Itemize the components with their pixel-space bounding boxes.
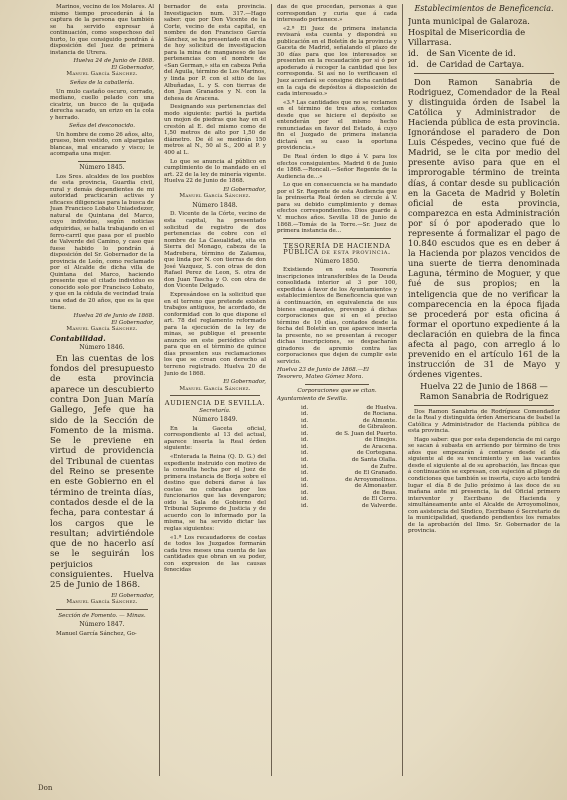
list-item: [408, 59, 560, 69]
town-name: de El Cerro.: [362, 496, 397, 503]
paragraph: Existiendo en esta Tesorería inscripciones intransferibles de la Deuda consolidada interior al 3 por 100, expedidas á favor de los Ayuntamientos y establecimientos de Beneficencia que van á continuación, en equivalencia de sus bienes enagenados, prevengo á dichas corporaciones que si en el preciso término de 10 días, contados desde la fecha del Boletín en que aparece inserta la presente, no se presentan á recoger dichas inscripciones, se despacharán giradores de apremio contra las corporaciones que dejen de cumplir este servicio.: [277, 267, 397, 365]
corporations-list: [277, 405, 397, 510]
notice-number: Número 1848.: [192, 201, 238, 209]
notice-number: Número 1846.: [79, 344, 125, 352]
id-label: id.: [301, 476, 309, 483]
paragraph: D. Vicente de la Córte, vecino de esta capital, ha presentado solicitud de registro de dos pertenencias de cobre con el nombre de La Casualidad, sita en Sierra del Monago, cabeza de la Madrebera, término de Zalamea, que linda por N. con tierras de don José Vazquez, S. con otras de don Rafael Perez de Leon, S. otra de don Juan Tascha y O. con otra de don Vicente Delgado.: [164, 211, 266, 290]
town-name: de Arroyomolinos.: [345, 476, 397, 483]
section-heading: Corporaciones que se citan.: [297, 387, 377, 394]
paragraph: Dos Ramon Sanabria de Rodríguez Comendador de la Real y distinguida órden Americana de Isabel la Católica y Administrador de Hacienda pública de esta provincia.: [408, 408, 560, 435]
governor-title: El Gobernador,: [111, 319, 154, 326]
divider: [414, 405, 554, 406]
paragraph: «Enterada la Reina (Q. D. G.) del expediente instruido con motivo de la consulta hecha por el Juez de primera instancia de Borja sobre el destino que deberá darse á las costas no cobradas por los funcionarios que las devengaron; oido la Sala de Gobierno del Tribunal Supremo de Justicia y de acuerdo con lo informado por la misma, se ha servido dictar las reglas siguientes:: [164, 454, 266, 533]
column-rule: [271, 4, 272, 776]
notice-number: Número 1850.: [314, 257, 360, 265]
paragraph: bernador de esta provincia. Investigacion num. 317.—Hago saber: que por Don Vicente de la Corte, vecino de esta capital, en nombre de don Francisco García Sánchez, se ha presentado en el dia de hoy solicitud de investigacion para la mina de manganeso de las pertenencias con el nombre de «San German,» sita en cabeza Peña del Aguila, término de Los Marinos, y linda por P. con el sitio de las Albuñadas, L. y S. con tierras de don Juan Granados y N. con la dehesa de Aracena.: [164, 4, 266, 102]
section-heading: AUDIENCIA DE SEVILLA.: [164, 399, 266, 408]
divider: [170, 395, 260, 396]
paragraph: Manuel García Sánchez, Go-: [56, 630, 137, 637]
id-label: id.: [301, 443, 309, 450]
section-heading: Señas del desconocido.: [69, 123, 135, 130]
governor-title: El Gobernador,: [111, 592, 154, 599]
town-name: de Aracena.: [363, 443, 397, 450]
governor-title: El Gobernador,: [111, 64, 154, 71]
section-heading: Establecimientos de Beneficencia.: [414, 4, 554, 13]
section-heading: Señas de la caballería.: [69, 80, 135, 87]
town-name: de Gibraleon.: [358, 424, 397, 431]
divider: [56, 609, 148, 610]
dateline: Huelva 23 de Junio de 1868.—El Tesorero, Mateo Gómez Mora.: [277, 367, 369, 380]
list-item-label: de San Vicente de id.: [426, 48, 516, 59]
dateline: Huelva 24 de Junio de 1868.: [73, 58, 154, 65]
id-label: id.: [301, 489, 309, 496]
column-rule: [159, 4, 160, 776]
divider: [305, 384, 369, 385]
section-subheading: Secretaría.: [199, 407, 231, 414]
paragraph: Un mulo castaño oscuro, cerrado, mediano, cuello pelado con una cicatriz, un bucco de la quijada derecha sacado, un erizo en la cola y herrado.: [50, 88, 154, 121]
id-label: id.: [301, 411, 309, 418]
list-item: [408, 48, 560, 58]
column-4: [408, 4, 560, 778]
corporation-row: [277, 503, 397, 510]
section-heading: Contabilidad.: [50, 333, 106, 343]
id-label: id.: [301, 430, 309, 437]
id-label: id.: [301, 404, 309, 411]
list-item: Hospital de Misericordia de Villarrasa.: [408, 27, 526, 48]
paragraph: Hago saber: que por esta dependencia de mi cargo se sacan á subasta en arriendo por término de tres años que empezarán á contarse desde el día siguiente al de su vencimiento y en las vacantes desde el siguiente al de su aprobación, las fincas que á continuación se expresan, con sujeción al pliego de condiciones que también se inserta, cuyo acto tendrá lugar el día 8 de Julio próximo á las doce de su mañana ante mi presencia, la del Oficial primero interventor y Escribano de Hacienda y simultáneamente ante el Alcalde de Arroyomolinos, con asistencia del Sindico, Escribano ó Secretario de la municipalidad, quedando pendientes los remates de la aprobación del Ilmo. Sr. Gobernador de la provincia.: [408, 436, 560, 535]
paragraph: Lo que se anuncia al público en cumplimiento de lo mandado en el art. 22 de la ley de minería vigente. Huelva 22 de Junio de 1868.: [164, 158, 266, 185]
list-title: Ayuntamiento de Sevilla.: [277, 396, 348, 403]
paragraph: Un hombre de como 26 años, alto, grueso, bien vestido, con alpargatas blancas, mal encarado y visco; le acompaña una mujer.: [50, 131, 154, 158]
id-label: id.: [301, 424, 309, 431]
section-heading: TESORERÍA DE HACIENDA PÚBLICA de esta provincia.: [283, 241, 391, 257]
governor-signature: Manuel García Sánchez.: [66, 599, 138, 606]
paragraph: Designando sus pertenencias del modo siguiente: partió la partida un mojon de piedras que hay en el crestón al E. del mismo como de 1,50 metros de alto por 1,50 de diámetro. De él se medirán 150 metros al N., 50 al S., 200 al P. y 400 al L.: [164, 104, 266, 157]
id-label: id.: [301, 470, 309, 477]
id-label: id.: [301, 463, 309, 470]
column-1: [50, 4, 154, 778]
governor-title: El Gobernador,: [223, 379, 266, 386]
column-rule: [402, 4, 403, 776]
governor-signature: Manuel García Sánchez.: [179, 193, 251, 200]
column-2: [164, 4, 266, 778]
town-name: de Almonaster.: [354, 483, 397, 490]
id-label: id.: [301, 450, 309, 457]
governor-title: El Gobernador,: [223, 186, 266, 193]
town-name: de S. Juan del Puerto.: [335, 430, 397, 437]
id-label: id.: [301, 502, 309, 509]
id-label: id.: [301, 437, 309, 444]
column-3: [277, 4, 397, 778]
town-name: de El Granado.: [354, 470, 397, 477]
divider: [414, 73, 554, 74]
paragraph-intro: Marinos, vecino de los Molares. Al mismo tiempo procederán á la captura de la persona que también se ha servido expresar á continuación, como sospechoso del hurto, lo que consiguido pondrán á disposición del Juez de primera instancia de Utrera.: [50, 4, 154, 56]
notice-number: Número 1849.: [192, 416, 238, 424]
divider: [78, 161, 126, 162]
town-name: de Cortegana.: [356, 450, 397, 457]
paragraph: De Real órden lo digo á V. para los efectos consiguientes. Madrid 6 de Junio de 1868.—Roncali.—Señor Regente de la Audiencia de...»: [277, 154, 397, 180]
notice-number: Número 1845.: [79, 164, 125, 172]
paragraph: «2.ª El Juez de primera instancia revisará esta cuenta y dispondrá su publicación en el Boletín de la provincia y Gaceta de Madrid, señalando el plazo de 30 días para que los interesados se presenten en la recaudación por sí ó por apoderado á recoger la cantidad que les corresponda. Si así no lo verificasen el Juez acordará se consigne dicha cantidad en la caja de depósitos á disposición de cada interesado.»: [277, 25, 397, 98]
town-name: de Beas.: [372, 489, 397, 496]
paragraph-large: En las cuentas de los fondos del presupuesto de esta provincia aparece un descubierto contra Don Juan María Gallego, Jefe que ha sido de la Sección de Fomento de la misma. Se le previene en virtud de providencia del Tribunal de cuentas del Reino se presente en este Gobierno en el término de treinta días, contados desde el de la fecha, para contestar á los cargos que le resultan; advirtiéndole que de no hacerlo así se le seguirán los perjuicios consiguientes. Huelva 25 de Junio de 1868.: [50, 353, 154, 591]
id-label: id.: [301, 483, 309, 490]
paragraph: Expresándose en la solicitud que en el terreno que pretende existen trabajos antiguos, he acordado, de conformidad con lo que dispone el art. 78 del reglamento reformado para la ejecución de la ley de minas, se publique el presente anuncio en este periódico oficial para que en el término de quince días presenten sus reclamaciones los que se crean con derecho al terreno registrado. Huelva 20 de Junio de 1868.: [164, 291, 266, 377]
town-name: de Almonte.: [362, 417, 397, 424]
paragraph-large: Don Ramon Sanabria de Rodriguez, Comendador de la Real y distinguida órden de Isabel la Católica y Administrador de Hacienda pública de esta provincia. Ignorándose el paradero de Don Luis Céspedes, vecino que fué de Madrid, se le cita por medio del presente aviso para que en el improrogable término de treinta días, á contar desde su publicación en la Gaceta de Madrid y Boletín oficial de esta provincia, comparezca en esta Administración por sí ó por apoderado que lo represente á formalizar el pago de 10.840 escudos que es en deber á la Hacienda por plazos vencidos de una suerte de tierra denominada Laguna, término de Moguer, y que fué de sus propios; en la inteligencia que de no verificar la comparecencia en la época fijada se procederá por esta oficina á formar el oportuno expediente á la declaración en quiebra de la finca afecta al pago, con arreglo á lo prevenido en el artículo 161 de la instrucción de 31 de Mayo y órdenes vigentes.: [408, 76, 560, 380]
dateline: Huelva 22 de Junio de 1868 — Ramon Sanabria de Rodriguez: [419, 381, 549, 402]
paragraph: En la Gaceta oficial, correspondiente al 13 del actual, aparece inserta la Real órden siguiente:: [164, 425, 266, 452]
town-name: de Huelva.: [366, 404, 397, 411]
dateline: Huelva 26 de Junio de 1868.: [73, 313, 154, 320]
paragraph: das de que procedan, personas á que correspondan y curia que á cada interesado pertenece.»: [277, 4, 397, 24]
notice-number: Número 1847.: [79, 621, 125, 629]
id-label: id.: [301, 417, 309, 424]
paragraph: Los Sres. alcaldes de los pueblos de esta provincia, Guardia civil, rural y demás dependientes de mi autoridad practicarán activas y eficaces diligencias para la busca de Juan Francisco Lobato Uniadedezer, natural de Quintana del Marco, cuyo individuo, según noticias adquiridas, se halla trabajando en el ferro-carril que pasa por el pueblo de Valverde del Camino, y caso que fuese habido lo pondrán á disposición del Sr. Gobernador de la provincia de León, como reclamado por el Alcalde de dicha villa de Quintana del Marco, haciendo presente que el citado individuo es conocido solo por Francisco Lobato, y que en la cédula de vecindad traía una edad de 20 años, que es la que tiene.: [50, 173, 154, 311]
governor-signature: Manuel García Sánchez.: [66, 326, 138, 333]
list-item: Junta municipal de Galaroza.: [408, 16, 530, 27]
town-name: de Zufre.: [371, 463, 397, 470]
paragraph: Lo que en consecuencia se ha mandado por el Sr. Regente de esta Audiencia que la preinserta Real órden se circule á V. para su debido cumplimiento y demas efectos correspondientes. Dios guarde á V. muchos años. Sevilla 18 de Junio de 1868.—Tomás de la Torre.—Sr. Juez de primera instancia de...: [277, 182, 397, 235]
town-name: de Hinojos.: [364, 437, 397, 444]
page-footer-mark: Don: [38, 784, 53, 792]
governor-signature: Manuel García Sánchez.: [179, 385, 251, 392]
id-label: id.: [408, 59, 419, 70]
list-item-label: de Caridad de Cartaya.: [426, 59, 525, 70]
id-label: id.: [301, 496, 309, 503]
id-label: id.: [301, 457, 309, 463]
town-name: de Rociana.: [363, 411, 397, 418]
section-heading: Sección de Fomento. — Minas.: [58, 612, 146, 619]
paragraph: «1.ª Los recaudadores de costas de todos los Juzgados formarán cada tres meses una cuenta de las cantidades que obran en su poder, con expresion de las causas fenecidas: [164, 534, 266, 574]
governor-signature: Manuel García Sánchez.: [66, 71, 138, 78]
town-name: de Valverde.: [361, 502, 397, 509]
town-name: de Santa Olalla.: [351, 457, 397, 463]
id-label: id.: [408, 48, 419, 59]
divider: [283, 238, 391, 239]
paragraph: «3.ª Las cantidades que no se reclamen en el término de tres años, contados desde que se hiciere el depósito se entenderán por el mismo hecho renunciadas en favor del Estado, á cuyo fin el Juzgado de primera instancia dictará en su caso la oportuna providencia.»: [277, 99, 397, 152]
